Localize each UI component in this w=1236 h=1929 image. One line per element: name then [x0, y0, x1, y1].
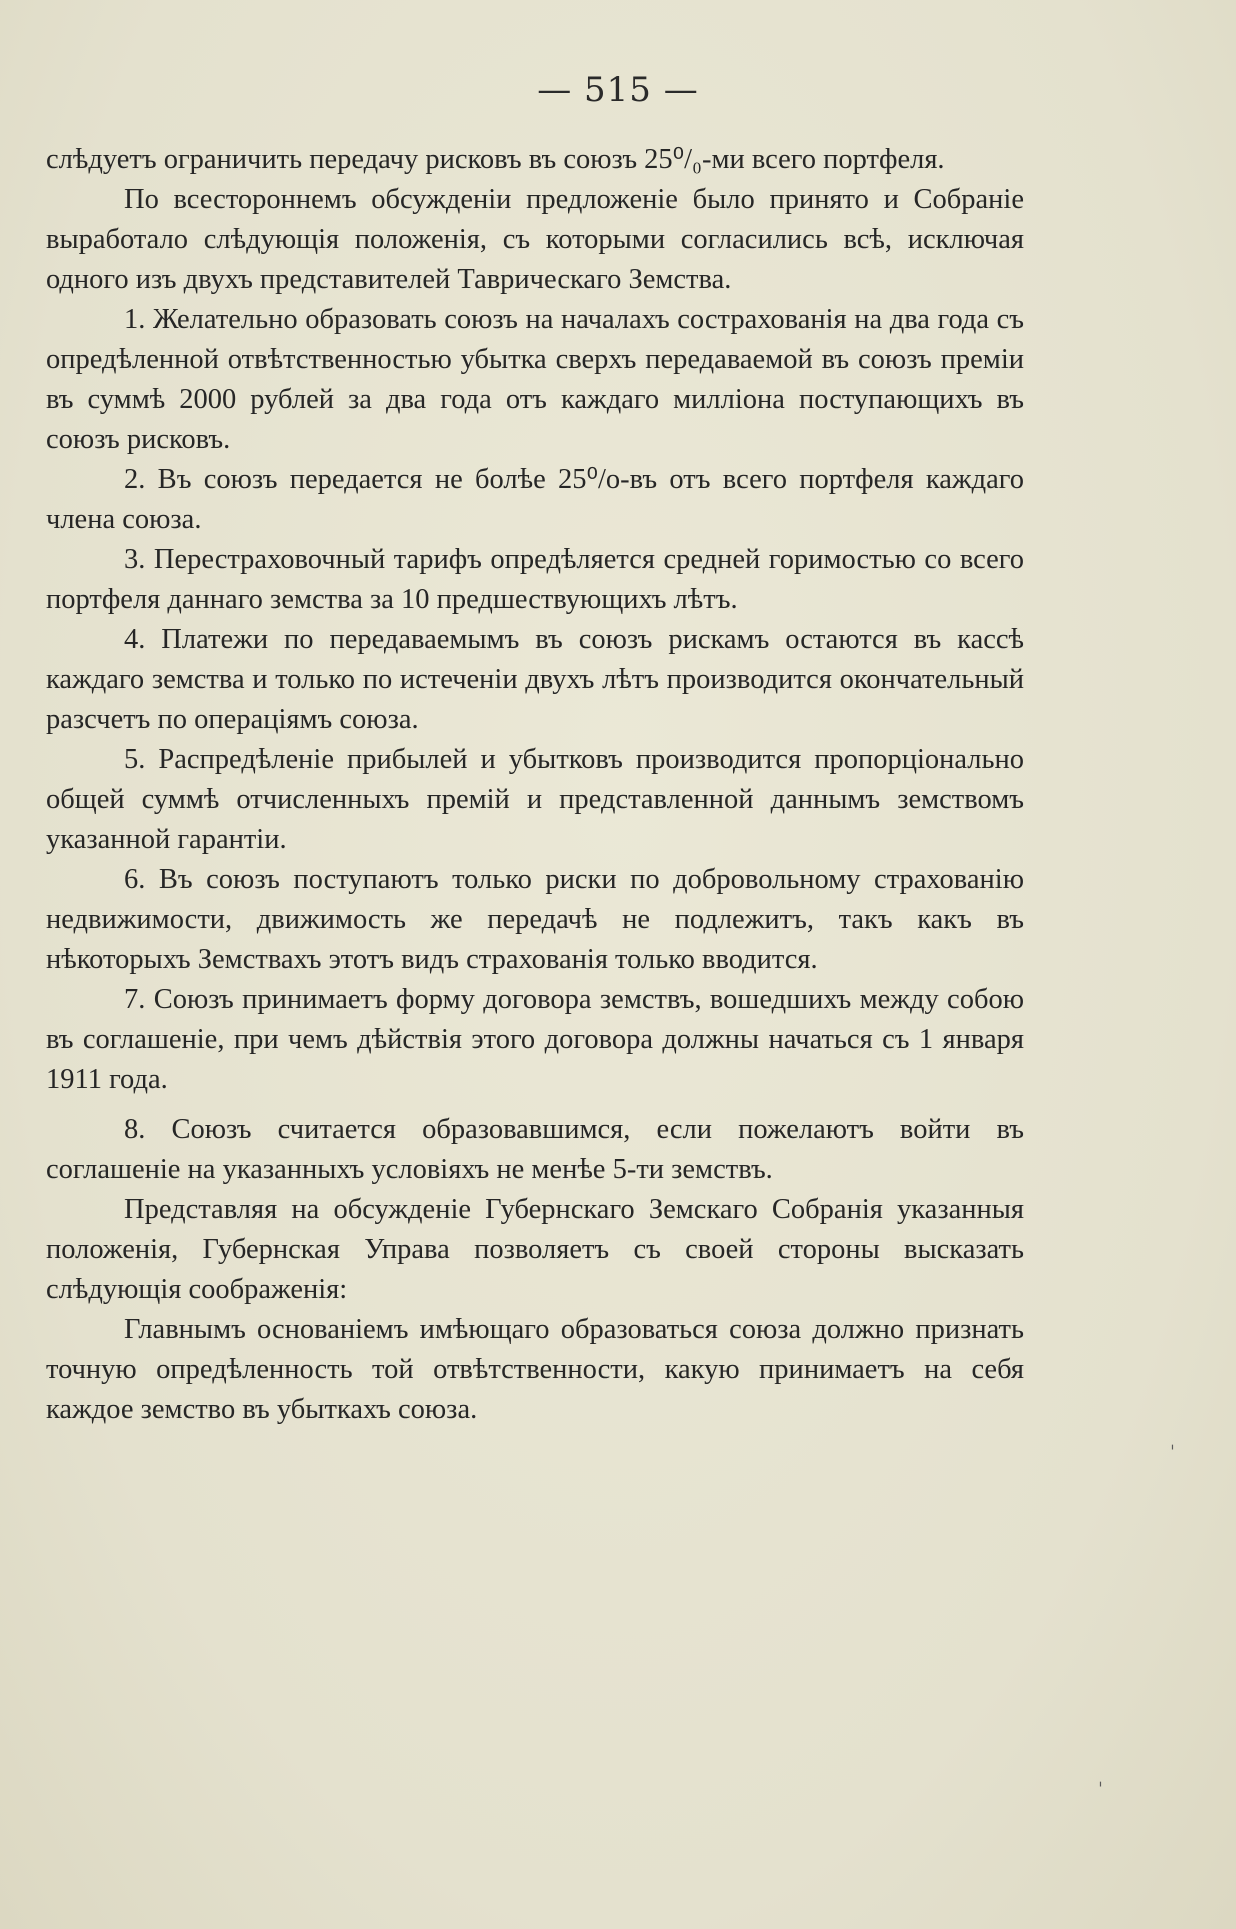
list-item-2: 2. Въ союзъ передается не болѣе 25⁰/о-въ отъ всего портфеля каждаго члена союза.: [46, 464, 1024, 535]
ink-speck: ˌ: [1098, 1768, 1103, 1789]
list-item-3: 3. Перестраховочный тарифъ опредѣляется средней горимостью со всего портфеля даннаго земства за 10 предшествующихъ лѣтъ.: [46, 544, 1024, 615]
list-item-5: 5. Распредѣленіе прибылей и убытковъ производится пропорціонально общей суммѣ отчисленныхъ премій и представленной даннымъ земствомъ указанной гарантіи.: [46, 744, 1024, 855]
list-item-8: 8. Союзъ считается образовавшимся, если пожелаютъ войти въ соглашеніе на указанныхъ условіяхъ не менѣе 5-ти земствъ.: [46, 1114, 1024, 1185]
paragraph-conclusion: Главнымъ основаніемъ имѣющаго образоваться союза должно признать точную опредѣленность той отвѣтственности, какую принимаетъ на себя каждое земство въ убыткахъ союза.: [46, 1314, 1024, 1425]
list-item-6: 6. Въ союзъ поступаютъ только риски по добровольному страхованію недвижимости, движимость же передачѣ не подлежитъ, такъ какъ въ нѣкоторыхъ Земствахъ этотъ видъ страхованія только вводится.: [46, 864, 1024, 975]
paragraph-intro: По всестороннемъ обсужденіи предложеніе было принято и Собраніе выработало слѣдующія положенія, съ которыми согласились всѣ, исключая одного изъ двухъ представителей Таврическаго Земства.: [46, 184, 1024, 295]
list-item-7: 7. Союзъ принимаетъ форму договора земствъ, вошедшихъ между собою въ соглашеніе, при чемъ дѣйствія этого договора должны начаться съ 1 января 1911 года.: [46, 984, 1024, 1095]
page-number: — 515 —: [537, 70, 699, 110]
paragraph-proposal: Представляя на обсужденіе Губернскаго Земскаго Собранія указанныя положенія, Губернская Управа позволяетъ съ своей стороны высказать слѣдующія соображенія:: [46, 1194, 1024, 1305]
paragraph-continuation: слѣдуетъ ограничить передачу рисковъ въ союзъ 25⁰/₀-ми всего портфеля.: [46, 144, 945, 175]
body-text: [46, 140, 1024, 1430]
list-item-1: 1. Желательно образовать союзъ на началахъ сострахованія на два года съ опредѣленной отвѣтственностью убытка сверхъ передаваемой въ союзъ преміи въ суммѣ 2000 рублей за два года отъ каждаго милліона поступающихъ въ союзъ рисковъ.: [46, 304, 1024, 455]
ink-speck: ˈ: [1170, 1442, 1175, 1463]
list-item-4: 4. Платежи по передаваемымъ въ союзъ рискамъ остаются въ кассѣ каждаго земства и только по истеченіи двухъ лѣтъ производится окончательный разсчетъ по операціямъ союза.: [46, 624, 1024, 735]
